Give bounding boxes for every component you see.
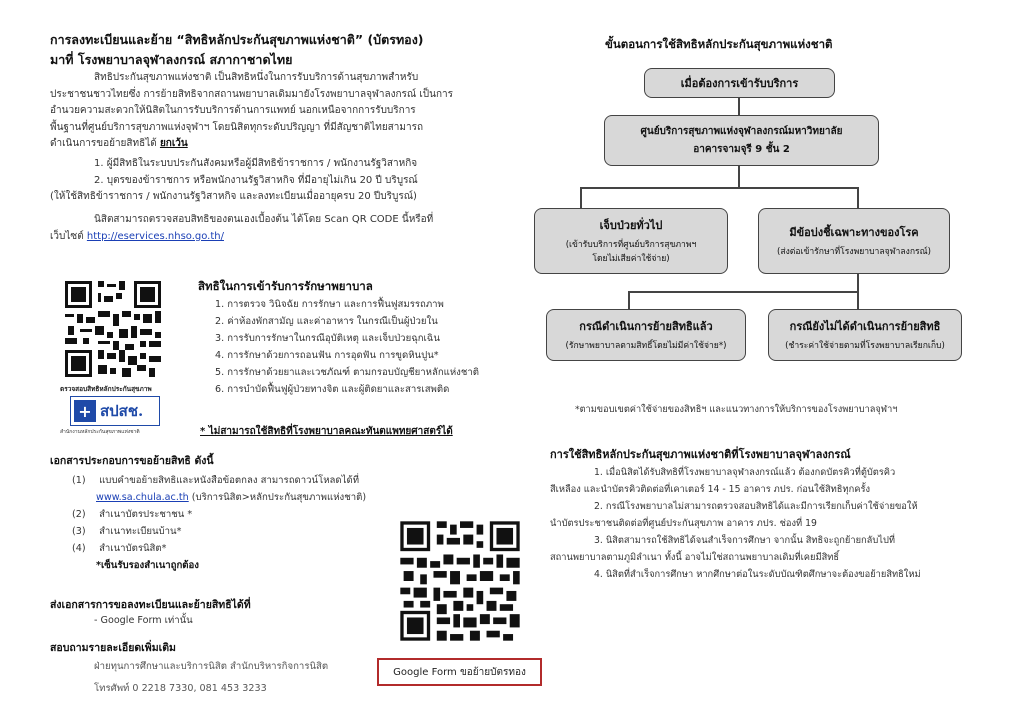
usage-line: นำบัตรประชาชนติดต่อที่ศูนย์ประกันสุขภาพ อาคาร ภปร. ช่องที่ 19 — [550, 518, 817, 529]
qr-code-nhso[interactable] — [62, 278, 164, 380]
flow-box-moved-sub: (รักษาพยาบาลตามสิทธิ์โดยไม่มีค่าใช้จ่าย*) — [565, 341, 727, 351]
rights-item: 2. ค่าห้องพักสามัญ และค่าอาหาร ในกรณีเป็นผู้ป่วยใน — [215, 316, 438, 327]
page-title: การลงทะเบียนและย้าย “สิทธิหลักประกันสุขภาพแห่งชาติ” (บัตรทอง) — [50, 32, 424, 47]
flow-box-rights-moved — [546, 309, 746, 361]
connector-line — [628, 291, 858, 293]
page-subtitle: มาที่ โรงพยาบาลจุฬาลงกรณ์ สภากาชาดไทย — [50, 52, 293, 67]
rights-note: * ไม่สามารถใช้สิทธิที่โรงพยาบาลคณะทันตแพทยศาสตร์ได้ — [200, 426, 453, 437]
docs-item — [72, 523, 366, 540]
usage-list — [550, 464, 921, 583]
usage-line: 3. นิสิตสามารถใช้สิทธิได้จนสำเร็จการศึกษา จากนั้น สิทธิจะถูกย้ายกลับไปที่ — [594, 535, 895, 546]
send-item: - Google Form เท่านั้น — [94, 615, 193, 626]
docs-item-num: (3) — [72, 526, 86, 537]
logo-text: สปสช. — [100, 402, 144, 420]
except-label: ยกเว้น — [159, 138, 188, 149]
flow-box-specific-sub: (ส่งต่อเข้ารักษาที่โรงพยาบาลจุฬาลงกรณ์) — [777, 247, 931, 257]
docs-item-num: (4) — [72, 543, 86, 554]
flow-box-center-line1: ศูนย์บริการสุขภาพแห่งจุฬาลงกรณ์มหาวิทยาลัย — [640, 126, 843, 137]
qr-code-icon — [397, 518, 523, 644]
flow-box-general-sub: (เข้ารับบริการที่ศูนย์บริการสุขภาพฯ — [565, 240, 697, 250]
flow-box-center-line2: อาคารจามจุรี 9 ชั้น 2 — [693, 144, 790, 155]
intro-line: อำนวยความสะดวกให้นิสิตในการรับบริการด้านการแพทย์ นอกเหนือจากการรับบริการ — [50, 105, 416, 116]
usage-title: การใช้สิทธิหลักประกันสุขภาพแห่งชาติที่โรงพยาบาลจุฬาลงกรณ์ — [550, 448, 851, 461]
flow-box-specific-condition — [758, 208, 950, 274]
intro-line-last — [50, 136, 453, 153]
check-prefix: เว็บไซต์ — [50, 230, 84, 242]
docs-item — [72, 472, 366, 489]
connector-line — [857, 291, 859, 310]
connector-line — [738, 165, 740, 187]
usage-line: 1. เมื่อนิสิตได้รับสิทธิที่โรงพยาบาลจุฬาลงกรณ์แล้ว ต้องกดบัตรคิวที่ตู้บัตรคิว — [594, 467, 896, 478]
flow-box-general-illness — [534, 208, 728, 274]
rights-item: 1. การตรวจ วินิจฉัย การรักษา และการฟื้นฟูสมรรถภาพ — [215, 299, 444, 310]
except-list — [50, 156, 418, 206]
usage-line: 4. นิสิตที่สำเร็จการศึกษา หากศึกษาต่อในระดับบัณฑิตศึกษาจะต้องขอย้ายสิทธิใหม่ — [594, 569, 921, 580]
flow-box-health-center — [604, 115, 879, 166]
contact-phone: โทรศัพท์ 0 2218 7330, 081 453 3233 — [94, 683, 267, 694]
connector-line — [857, 273, 859, 291]
connector-line — [580, 187, 582, 209]
docs-list — [72, 472, 366, 574]
flow-box-start — [644, 68, 835, 98]
docs-item — [72, 540, 366, 557]
docs-item-text: แบบคำขอย้ายสิทธิและหนังสือข้อตกลง สามารถดาวน์โหลดได้ที่ — [99, 475, 360, 486]
except-item: (ให้ใช้สิทธิข้าราชการ / พนักงานรัฐวิสาหกิจ และลงทะเบียนเมื่ออายุครบ 20 ปีบริบูรณ์) — [50, 191, 417, 202]
intro-line: พื้นฐานที่ศูนย์บริการสุขภาพแห่งจุฬาฯ โดยนิสิตทุกระดับปริญญา ที่มีสัญชาติไทยสามารถ — [50, 121, 424, 133]
rights-item: 5. การรักษาด้วยยาและเวชภัณฑ์ ตามกรอบบัญชียาหลักแห่งชาติ — [215, 367, 479, 378]
rights-item: 6. การบำบัดฟื้นฟูผู้ป่วยทางจิต และผู้ติดยาและสารเสพติด — [215, 384, 450, 395]
connector-line — [857, 187, 859, 209]
docs-item-text: สำเนาทะเบียนบ้าน* — [99, 526, 182, 537]
intro-line: ประชาชนชาวไทยซึ่ง การย้ายสิทธิจากสถานพยาบาลเดิมมายังโรงพยาบาลจุฬาลงกรณ์ เป็นการ — [50, 88, 454, 100]
nhso-link[interactable]: http://eservices.nhso.go.th/ — [86, 230, 224, 242]
flow-box-moved-title: กรณีดำเนินการย้ายสิทธิแล้ว — [579, 320, 713, 333]
logo-subtitle: สำนักงานหลักประกันสุขภาพแห่งชาติ — [60, 429, 140, 435]
check-rights-text — [50, 212, 433, 245]
except-item: 1. ผู้มีสิทธิในระบบประกันสังคมหรือผู้มีสิทธิข้าราชการ / พนักงานรัฐวิสาหกิจ — [94, 158, 418, 169]
docs-item-text: สำเนาบัตรนิสิต* — [99, 543, 167, 554]
docs-item-num: (2) — [72, 509, 86, 520]
docs-item — [72, 506, 366, 523]
intro-line: สิทธิประกันสุขภาพแห่งชาติ เป็นสิทธิหนึ่งในการรับบริการด้านสุขภาพสำหรับ — [94, 72, 419, 83]
except-item: 2. บุตรของข้าราชการ หรือพนักงานรัฐวิสาหกิจ ที่มีอายุไม่เกิน 20 ปี บริบูรณ์ — [94, 174, 418, 186]
check-line-2 — [50, 229, 433, 246]
rights-title: สิทธิในการเข้ารับการรักษาพยาบาล — [198, 279, 373, 293]
connector-line — [738, 97, 740, 116]
flow-box-general-sub: โดยไม่เสียค่าใช้จ่าย) — [592, 254, 670, 264]
docs-item-text: สำเนาบัตรประชาชน * — [99, 509, 193, 520]
qr-code-icon — [62, 278, 164, 380]
flow-box-start-label: เมื่อต้องการเข้ารับบริการ — [680, 77, 799, 90]
connector-line — [580, 187, 858, 189]
nhso-logo — [70, 396, 160, 426]
flow-note: *ตามขอบเขตค่าใช้จ่ายของสิทธิฯ และแนวทางการให้บริการของโรงพยาบาลจุฬาฯ — [575, 404, 898, 415]
qr-code-google-form[interactable] — [397, 518, 523, 644]
check-line: นิสิตสามารถตรวจสอบสิทธิของตนเองเบื้องต้น ได้โดย Scan QR CODE นี้หรือที่ — [94, 214, 434, 225]
connector-line — [628, 291, 630, 310]
rights-item: 4. การรักษาด้วยการถอนฟัน การอุดฟัน การขูดหินปูน* — [215, 350, 439, 361]
flow-box-specific-title: มีข้อบ่งชี้เฉพาะทางของโรค — [789, 226, 919, 239]
docs-link-line — [72, 489, 366, 506]
sa-chula-link[interactable]: www.sa.chula.ac.th — [96, 492, 189, 503]
docs-link-suffix: (บริการนิสิต>หลักประกันสุขภาพแห่งชาติ) — [188, 492, 367, 503]
google-form-button[interactable]: Google Form ขอย้ายบัตรทอง — [377, 658, 542, 686]
send-title: ส่งเอกสารการขอลงทะเบียนและย้ายสิทธิได้ที่ — [50, 599, 251, 611]
rights-list — [215, 296, 479, 398]
flow-title: ขั้นตอนการใช้สิทธิหลักประกันสุขภาพแห่งชาติ — [605, 37, 833, 51]
rights-item: 3. การรับการรักษาในกรณีอุบัติเหตุ และเจ็บป่วยฉุกเฉิน — [215, 333, 440, 344]
docs-note: *เซ็นรับรองสำเนาถูกต้อง — [96, 560, 199, 571]
usage-line: 2. กรณีโรงพยาบาลไม่สามารถตรวจสอบสิทธิได้และมีการเรียกเก็บค่าใช้จ่ายขอให้ — [594, 501, 918, 512]
usage-line: สีเหลือง และนำบัตรคิวติดต่อที่เคาเตอร์ 14 - 15 อาคาร ภปร. ก่อนใช้สิทธิทุกครั้ง — [550, 484, 870, 495]
flow-box-general-title: เจ็บป่วยทั่วไป — [599, 219, 663, 232]
contact-title: สอบถามรายละเอียดเพิ่มเติม — [50, 642, 176, 654]
docs-title: เอกสารประกอบการขอย้ายสิทธิ ดังนี้ — [50, 455, 214, 467]
qr-caption: ตรวจสอบสิทธิหลักประกันสุขภาพ — [60, 385, 152, 393]
contact-line: ฝ่ายทุนการศึกษาและบริการนิสิต สำนักบริหารกิจการนิสิต — [94, 661, 329, 672]
flow-box-notmoved-title: กรณียังไม่ได้ดำเนินการย้ายสิทธิ — [789, 320, 941, 333]
intro-paragraph — [50, 70, 453, 153]
usage-line: สถานพยาบาลตามภูมิลำเนา ทั้งนี้ อาจไม่ใช่สถานพยาบาลเดิมที่เคยมีสิทธิ์ — [550, 552, 840, 563]
plus-icon: + — [74, 400, 96, 422]
flow-box-notmoved-sub: (ชำระค่าใช้จ่ายตามที่โรงพยาบาลเรียกเก็บ) — [785, 341, 945, 351]
flow-box-rights-not-moved — [768, 309, 962, 361]
docs-item-num: (1) — [72, 475, 86, 486]
intro-line: ดำเนินการขอย้ายสิทธิได้ — [50, 138, 157, 149]
